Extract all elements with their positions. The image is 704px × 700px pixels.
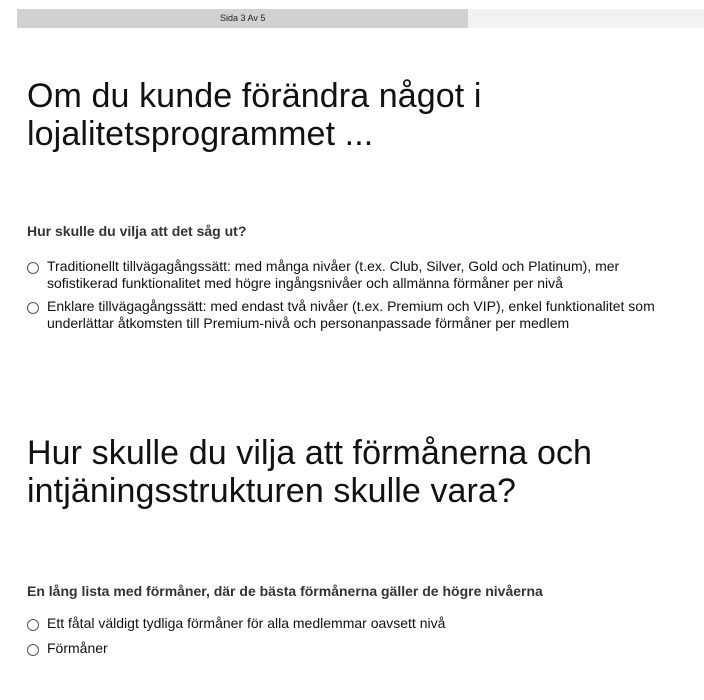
option-label: Traditionellt tillvägagångssätt: med många nivåer (t.ex. Club, Silver, Gold och Platinum), mer sofistikerad funktionalitet med högre ingångsnivåer och allmänna förmåner per nivå: [47, 258, 620, 291]
radio-button[interactable]: [27, 302, 39, 314]
radio-button[interactable]: [27, 262, 39, 274]
question-label-benefits-list: En lång lista med förmåner, där de bästa förmånerna gäller de högre nivåerna: [27, 583, 543, 599]
radio-button[interactable]: [27, 644, 39, 656]
section-title-program-change: Om du kunde förändra något i lojalitetsprogrammet ...: [27, 77, 482, 153]
section-title-benefits-structure: Hur skulle du vilja att förmånerna och intjäningsstrukturen skulle vara?: [27, 434, 593, 510]
option-label: Enklare tillvägagångssätt: med endast två nivåer (t.ex. Premium och VIP), enkel funktionalitet som underlättar åtkomsten till Premium-nivå och personanpassade förmåner per medlem: [47, 298, 655, 331]
option-label: Ett fåtal väldigt tydliga förmåner för alla medlemmar oavsett nivå: [47, 615, 446, 631]
option-traditional-approach[interactable]: [27, 258, 687, 292]
option-benefits[interactable]: [27, 640, 687, 657]
option-simpler-approach[interactable]: [27, 298, 687, 332]
option-few-clear-benefits[interactable]: [27, 615, 687, 632]
progress-bar: [17, 9, 704, 28]
option-label: Förmåner: [47, 640, 108, 656]
progress-label: Sida 3 Av 5: [219, 13, 266, 23]
radio-button[interactable]: [27, 619, 39, 631]
question-label-appearance: Hur skulle du vilja att det såg ut?: [27, 223, 247, 239]
